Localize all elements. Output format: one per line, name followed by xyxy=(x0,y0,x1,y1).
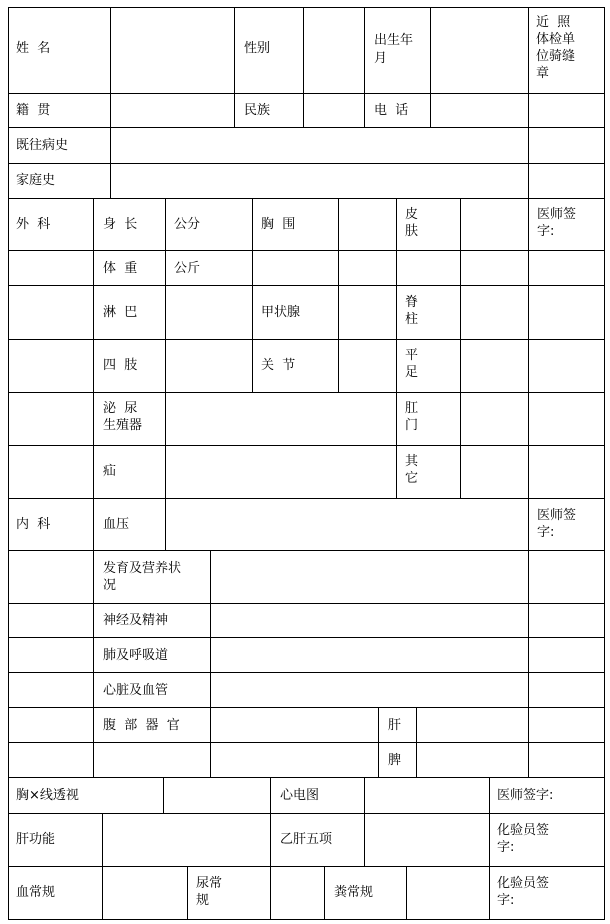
dob-label-line1: 出生年 xyxy=(374,33,414,48)
thyroid-label: 甲状腺 xyxy=(261,305,301,320)
grid-line xyxy=(102,813,103,867)
grid-line xyxy=(8,866,605,867)
neuro-label: 神经及精神 xyxy=(103,613,169,628)
past-history-label: 既往病史 xyxy=(16,138,69,153)
lab-signature-label: 化验员签 字: xyxy=(497,876,550,908)
grid-line xyxy=(528,7,529,128)
surgery-signature-label: 医师签 字: xyxy=(537,207,577,239)
grid-line xyxy=(165,498,166,551)
development-label: 发育及营养状 况 xyxy=(103,561,182,593)
grid-line xyxy=(8,445,605,446)
grid-line xyxy=(364,777,365,814)
grid-line xyxy=(460,198,461,499)
grid-line xyxy=(8,392,605,393)
photo-seal-label: 近 照 体检单 位骑缝 章 xyxy=(536,15,576,81)
grid-line xyxy=(8,198,605,199)
grid-line xyxy=(8,707,605,708)
native-place-label: 籍 贯 xyxy=(16,103,51,118)
grid-line xyxy=(528,198,529,499)
other-label: 其 它 xyxy=(405,454,419,486)
grid-line xyxy=(324,866,325,920)
chest-xray-label: 胸×线透视 xyxy=(16,788,79,803)
grid-line xyxy=(8,919,605,920)
liver-label: 肝 xyxy=(388,718,402,733)
lung-label: 肺及呼吸道 xyxy=(103,648,169,663)
grid-line xyxy=(163,777,164,814)
grid-line xyxy=(489,777,490,814)
surgery-section-label: 外 科 xyxy=(16,217,51,232)
urogenital-label: 泌 尿 生殖器 xyxy=(103,401,143,433)
grid-line xyxy=(234,7,235,128)
grid-line xyxy=(110,7,111,128)
hepatitis-b-label: 乙肝五项 xyxy=(280,832,333,847)
grid-line xyxy=(489,866,490,920)
grid-line xyxy=(8,498,605,499)
grid-line xyxy=(364,7,365,128)
ethnicity-label: 民族 xyxy=(244,103,271,118)
grid-line xyxy=(102,866,103,920)
grid-line xyxy=(8,7,605,8)
grid-line xyxy=(303,7,304,128)
joints-label: 关 节 xyxy=(261,358,296,373)
grid-line xyxy=(110,127,111,199)
internal-section-label: 内 科 xyxy=(16,517,51,532)
abdomen-label: 腹 部 器 官 xyxy=(103,718,180,733)
grid-line xyxy=(406,866,407,920)
height-label: 身 长 xyxy=(103,217,138,232)
blood-pressure-label: 血压 xyxy=(103,517,130,532)
grid-line xyxy=(378,707,379,778)
grid-line xyxy=(8,777,605,778)
grid-line xyxy=(187,866,188,920)
grid-line xyxy=(8,339,605,340)
grid-line xyxy=(396,198,397,499)
grid-line xyxy=(8,637,605,638)
grid-line xyxy=(528,127,529,199)
grid-line xyxy=(8,163,605,164)
lymph-label: 淋 巴 xyxy=(103,305,138,320)
grid-line xyxy=(528,498,529,778)
grid-line xyxy=(8,603,605,604)
phone-label: 电 话 xyxy=(374,103,409,118)
grid-line xyxy=(416,707,417,778)
grid-line xyxy=(604,7,605,920)
flatfoot-label: 平 足 xyxy=(405,348,419,380)
grid-line xyxy=(8,672,605,673)
lab-signature-label: 化验员签 字: xyxy=(497,823,550,855)
doctor-signature-label: 医师签字: xyxy=(497,788,554,803)
weight-unit: 公斤 xyxy=(174,261,201,276)
height-unit: 公分 xyxy=(174,217,201,232)
blood-routine-label: 血常规 xyxy=(16,885,56,900)
grid-line xyxy=(8,813,605,814)
internal-signature-label: 医师签 字: xyxy=(537,508,577,540)
heart-label: 心脏及血管 xyxy=(103,683,169,698)
gender-label: 性别 xyxy=(244,41,271,56)
grid-line xyxy=(270,777,271,814)
ecg-label: 心电图 xyxy=(280,788,320,803)
spine-label: 脊 柱 xyxy=(405,295,419,327)
grid-line xyxy=(93,198,94,499)
grid-line xyxy=(252,198,253,393)
grid-line xyxy=(8,742,605,743)
hernia-label: 疝 xyxy=(103,464,117,479)
grid-line xyxy=(8,285,605,286)
chest-label: 胸 围 xyxy=(261,217,296,232)
grid-line xyxy=(165,198,166,499)
name-label: 姓 名 xyxy=(16,41,51,56)
family-history-label: 家庭史 xyxy=(16,173,56,188)
spleen-label: 脾 xyxy=(388,753,402,768)
grid-line xyxy=(8,550,605,551)
skin-label: 皮 肤 xyxy=(405,207,419,239)
stool-routine-label: 粪常规 xyxy=(334,885,374,900)
grid-line xyxy=(8,93,605,94)
anus-label: 肛 门 xyxy=(405,401,419,433)
grid-line xyxy=(8,7,9,920)
weight-label: 体 重 xyxy=(103,261,138,276)
grid-line xyxy=(430,7,431,128)
grid-line xyxy=(338,198,339,393)
grid-line xyxy=(8,250,605,251)
grid-line xyxy=(93,498,94,778)
grid-line xyxy=(489,813,490,867)
dob-label-line2: 月 xyxy=(374,51,388,66)
urine-routine-label: 尿常 规 xyxy=(196,876,223,908)
liver-function-label: 肝功能 xyxy=(16,832,56,847)
grid-line xyxy=(210,550,211,778)
grid-line xyxy=(270,866,271,920)
grid-line xyxy=(8,127,605,128)
grid-line xyxy=(364,813,365,867)
grid-line xyxy=(270,813,271,867)
limbs-label: 四 肢 xyxy=(103,358,138,373)
